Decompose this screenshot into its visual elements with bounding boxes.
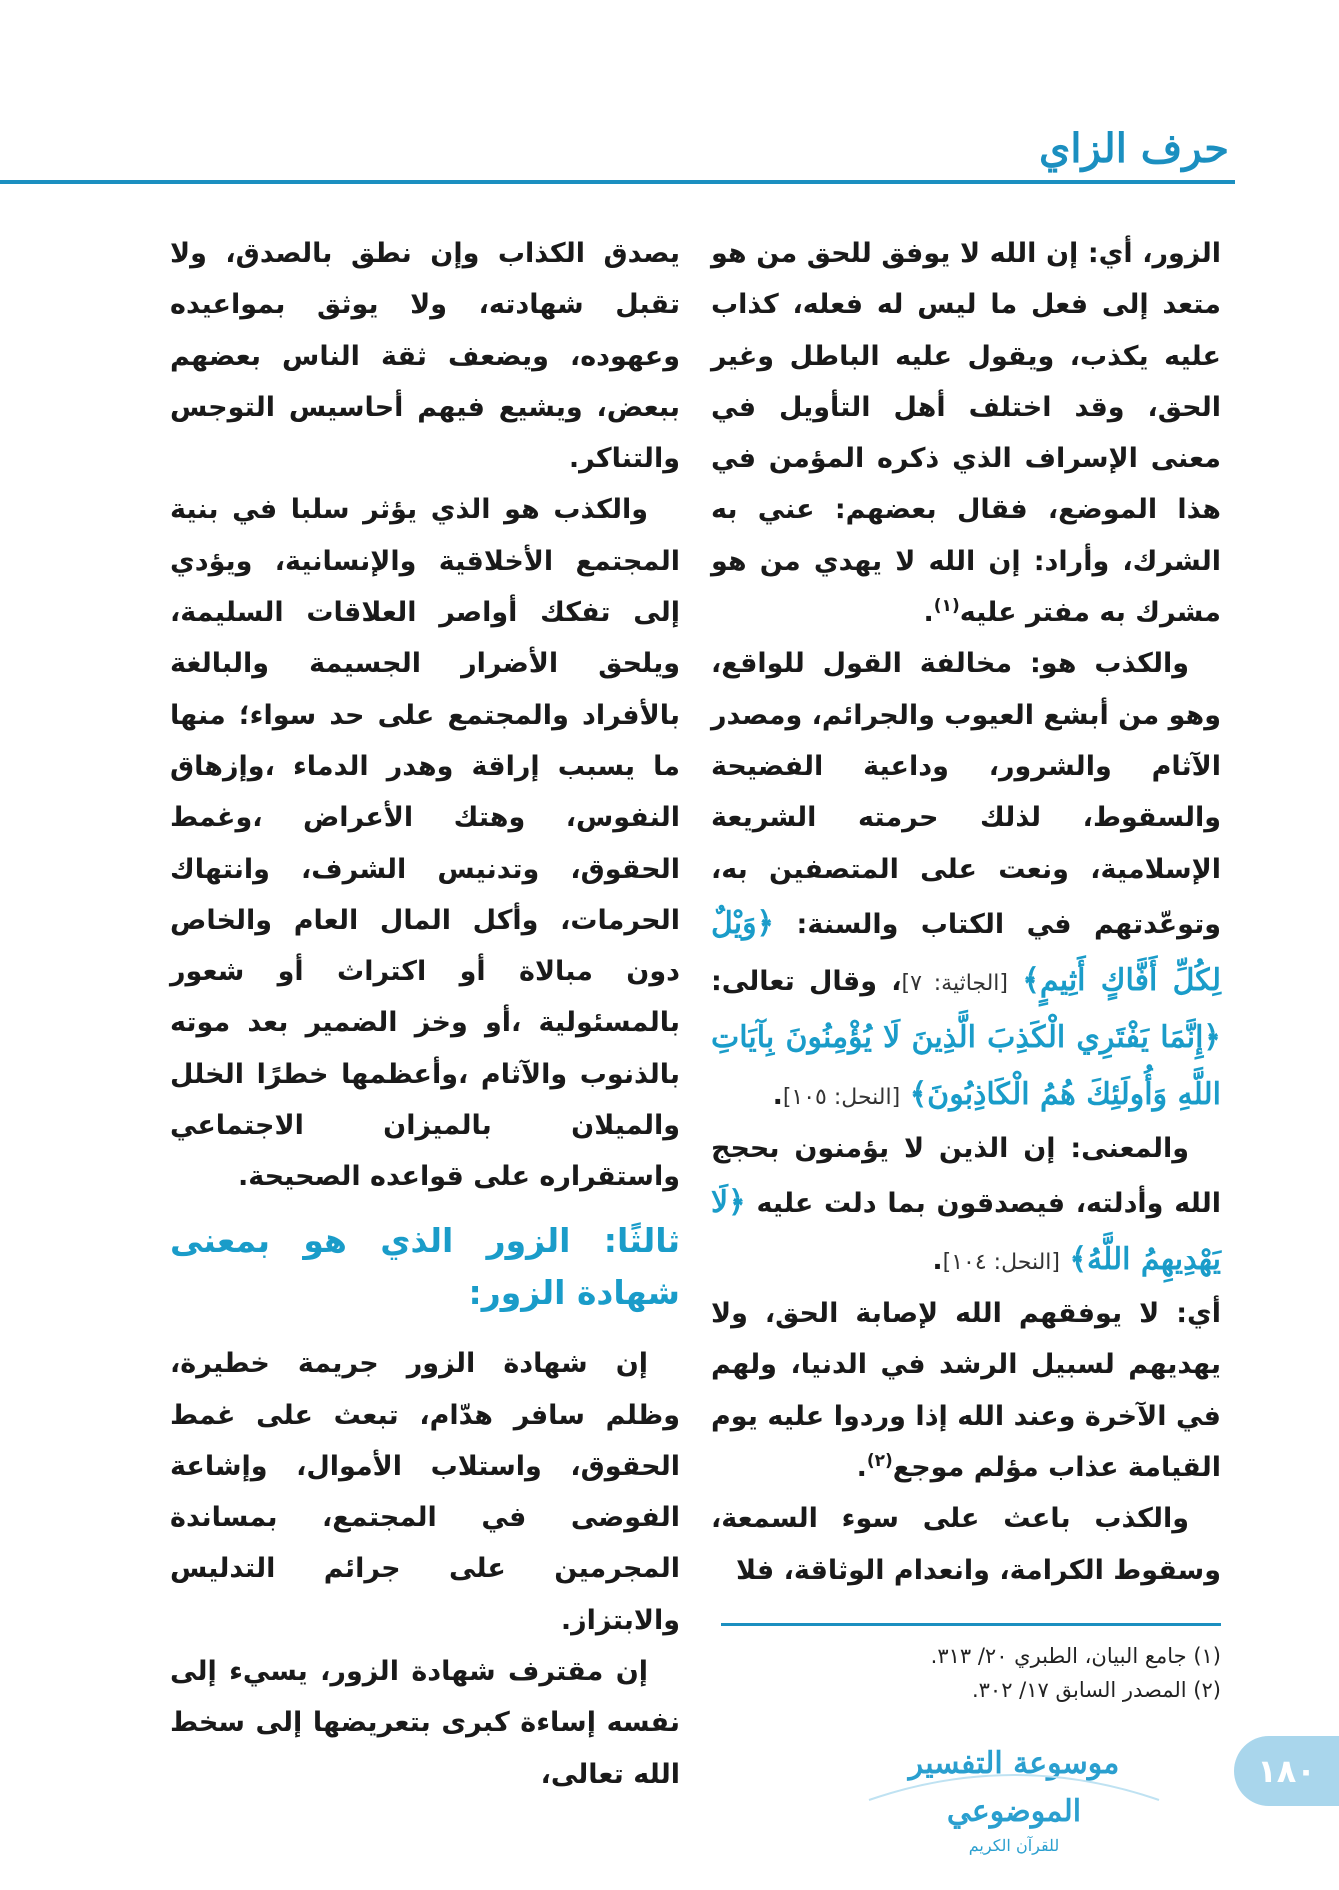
- footnote-rule: [721, 1623, 1221, 1626]
- page-number: ١٨٠: [1234, 1736, 1339, 1806]
- footnote: (٢) المصدر السابق ١٧/ ٣٠٢.: [971, 1677, 1221, 1702]
- paragraph: إن شهادة الزور جريمة خطيرة، وظلم سافر هدّام، تبعث على غمط الحقوق، واستلاب الأموال، وإشاعة الفوضى في المجتمع، بمساندة المجرمين على جرائم التدليس والابتزاز.: [170, 1348, 680, 1636]
- paragraph: أي: لا يوفقهم الله لإصابة الحق، ولا يهديهم لسبيل الرشد في الدنيا، ولهم في الآخرة وعند الله إذا وردوا عليه يوم القيامة عذاب مؤلم موجع$^{(٢)}$.: [711, 1298, 1221, 1484]
- page-header-title: حرف الزاي: [1039, 125, 1229, 172]
- paragraph: إن مقترف شهادة الزور، يسيء إلى نفسه إساءة كبرى بتعريضها إلى سخط الله تعالى،: [170, 1656, 680, 1790]
- logo-title: موسوعة التفسير الموضوعي: [908, 1746, 1120, 1829]
- paragraph: والمعنى: إن الذين لا يؤمنون بحجج الله وأدلته، فيصدقون بما دلت عليه ﴿لَا يَهْدِيهِمُ اللَّهُ﴾ [النحل: ١٠٤].: [711, 1132, 1221, 1278]
- paragraph: والكذب هو: مخالفة القول للواقع، وهو من أبشع العيوب والجرائم، ومصدر الآثام والشرور، وداعية الفضيحة والسقوط، لذلك حرمته الشريعة الإسلامية، ونعت على المتصفين به، وتوعّدتهم في الكتاب والسنة: ﴿وَيْلٌ لِكُلِّ أَفَّاكٍ أَثِيمٍ﴾ [الجاثية: ٧]، وقال تعالى: ﴿إِنَّمَا يَفْتَرِي الْكَذِبَ الَّذِينَ لَا يُؤْمِنُونَ بِآيَاتِ اللَّهِ وَأُولَئِكَ هُمُ الْكَاذِبُونَ﴾ [النحل: ١٠٥].: [711, 648, 1222, 1112]
- header-rule: [0, 180, 1235, 184]
- paragraph: والكذب باعث على سوء السمعة، وسقوط الكرامة، وانعدام الوثاقة، فلا: [711, 1503, 1221, 1586]
- footnotes: [721, 1640, 1221, 1707]
- quran-verse: ﴿لَا يَهْدِيهِمُ اللَّهُ﴾: [711, 1185, 1221, 1278]
- series-logo: [859, 1740, 1169, 1855]
- paragraph: يصدق الكذاب وإن نطق بالصدق، ولا تقبل شهادته، ولا يوثق بمواعيده وعهوده، ويضعف ثقة الناس بعضهم ببعض، ويشيع فيهم أحاسيس التوجس والتناكر.: [170, 238, 680, 475]
- footnote: (١) جامع البيان، الطبري ٢٠/ ٣١٣.: [930, 1644, 1221, 1668]
- logo-ornament: [859, 1740, 1169, 1830]
- footnote-ref[interactable]: (٢): [866, 1451, 893, 1472]
- verse-reference: [النحل: ١٠٤]: [942, 1250, 1060, 1276]
- footnote-ref[interactable]: (١): [933, 596, 960, 617]
- verse-reference: [الجاثية: ٧]: [901, 970, 1009, 996]
- paragraph: الزور، أي: إن الله لا يوفق للحق من هو متعد إلى فعل ما ليس له فعله، كذاب عليه يكذب، ويقول عليه الباطل وغير الحق، وقد اختلف أهل التأويل في معنى الإسراف الذي ذكره المؤمن في هذا الموضع، فقال بعضهم: عني به الشرك، وأراد: إن الله لا يهدي من هو مشرك به مفتر عليه$^{(١)}$.: [711, 238, 1221, 629]
- quran-verse: ﴿وَيْلٌ لِكُلِّ أَفَّاكٍ أَثِيمٍ﴾: [711, 905, 1222, 998]
- section-subheading: ثالثًا: الزور الذي هو بمعنى شهادة الزور:: [170, 1220, 680, 1313]
- logo-subtitle: للقرآن الكريم: [968, 1836, 1060, 1855]
- paragraph: والكذب هو الذي يؤثر سلبا في بنية المجتمع الأخلاقية والإنسانية، ويؤدي إلى تفكك أواصر العلاقات السليمة، ويلحق الأضرار الجسيمة والبالغة بالأفراد والمجتمع على حد سواء؛ منها ما يسبب إراقة وهدر الدماء ،وإزهاق النفوس، وهتك الأعراض ،وغمط الحقوق، وتدنيس الشرف، وانتهاك الحرمات، وأكل المال العام والخاص دون مبالاة أو اكتراث أو شعور بالمسئولية ،أو وخز الضمير بعد موته بالذنوب والآثام ،وأعظمها خطرًا الخلل والميلان بالميزان الاجتماعي واستقراره على قواعده الصحيحة.: [170, 494, 680, 1193]
- quran-verse: ﴿إِنَّمَا يَفْتَرِي الْكَذِبَ الَّذِينَ لَا يُؤْمِنُونَ بِآيَاتِ اللَّهِ وَأُولَئِكَ هُمُ الْكَاذِبُونَ﴾: [711, 1019, 1221, 1112]
- verse-reference: [النحل: ١٠٥]: [782, 1084, 901, 1110]
- left-column: [170, 228, 680, 1800]
- right-column: [711, 228, 1221, 1596]
